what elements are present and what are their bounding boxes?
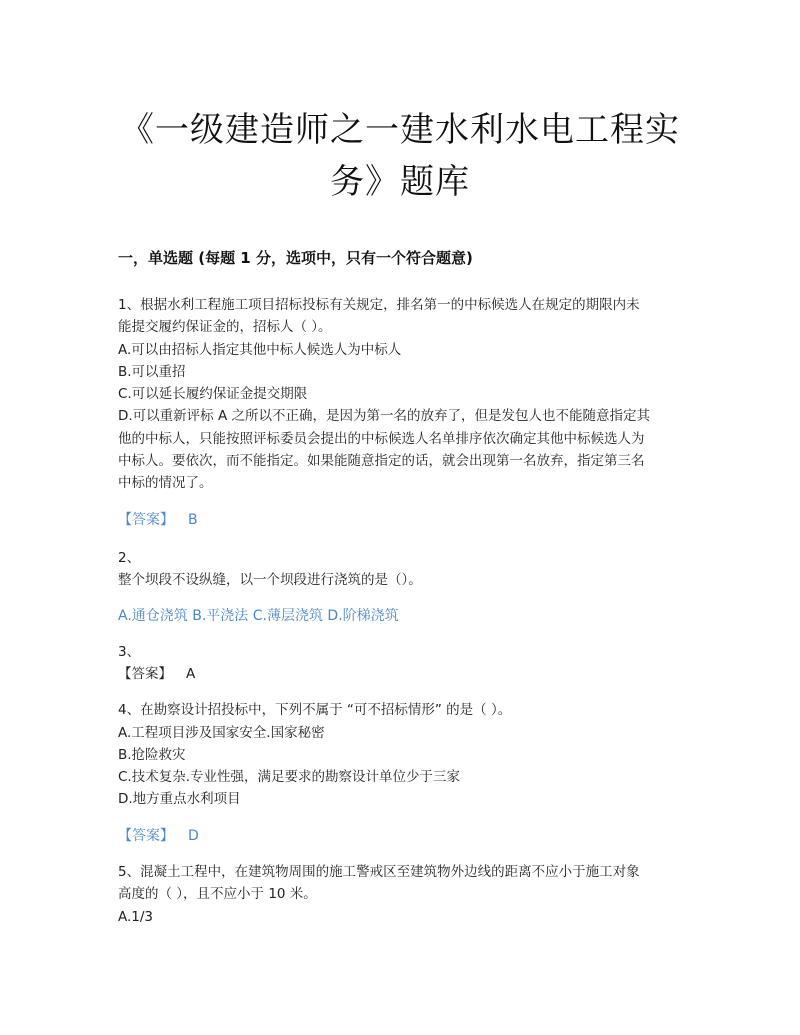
q4-option-d: D.地方重点水利项目 [118,791,241,807]
q3-number: 3、 [118,644,141,660]
q4-option-b: B.抢险救灾 [118,747,186,763]
q1-option-c: C.可以延长履约保证金提交期限 [118,386,308,402]
q4-answer [118,825,199,847]
q1-answer-value: B [188,512,198,528]
q5-stem-line1: 5、混凝土工程中，在建筑物周围的施工警戒区至建筑物外边线的距离不应小于施工对象 [118,864,640,880]
q2-stem: 整个坝段不设纵缝，以一个坝段进行浇筑的是（）。 [118,572,422,588]
q1-stem-line1: 1、根据水利工程施工项目招标投标有关规定，排名第一的中标候选人在规定的期限内未 [118,297,640,313]
q1-option-a: A.可以由招标人指定其他中标人候选人为中标人 [118,342,402,358]
q3-answer-value: A [186,666,196,682]
q4-answer-label: 【答案】 [118,828,174,844]
q1-option-d-line2: 他的中标人，只能按照评标委员会提出的中标候选人名单排序依次确定其他中标候选人为 [118,431,645,447]
section-heading: 一，单选题 (每题 1 分，选项中，只有一个符合题意) [118,249,473,267]
q2-options: A.通仓浇筑 B.平浇法 C.薄层浇筑 D.阶梯浇筑 [118,608,399,624]
q1-option-d-line3: 中标人。要依次，而不能指定。如果能随意指定的话，就会出现第一名放弃，指定第三名 [118,453,645,469]
document-title-line1: 《一级建造师之一建水利水电工程实 [120,110,680,150]
q2-number: 2、 [118,550,141,566]
q4-option-a: A.工程项目涉及国家安全.国家秘密 [118,725,325,741]
q4-option-c: C.技术复杂.专业性强，满足要求的勘察设计单位少于三家 [118,769,461,785]
q1-stem-line2: 能提交履约保证金的，招标人（ ）。 [118,319,332,335]
q5-stem-line2: 高度的（ ），且不应小于 10 米。 [118,886,317,902]
q1-answer-label: 【答案】 [118,512,174,528]
q3-answer [118,663,195,685]
q1-option-d-line1: D.可以重新评标 A 之所以不正确，是因为第一名的放弃了，但是发包人也不能随意指定其 [118,408,651,424]
q5-option-a: A.1/3 [118,909,154,925]
q3-answer-label: 【答案】 [118,666,172,682]
q1-option-b: B.可以重招 [118,364,186,380]
q4-stem: 4、在勘察设计招投标中，下列不属于 “可不招标情形” 的是（ ）。 [118,702,512,718]
q1-option-d-line4: 中标的情况了。 [118,475,213,491]
q4-answer-value: D [188,828,199,844]
document-title-line2: 务》题库 [330,162,470,202]
q1-answer [118,509,198,531]
